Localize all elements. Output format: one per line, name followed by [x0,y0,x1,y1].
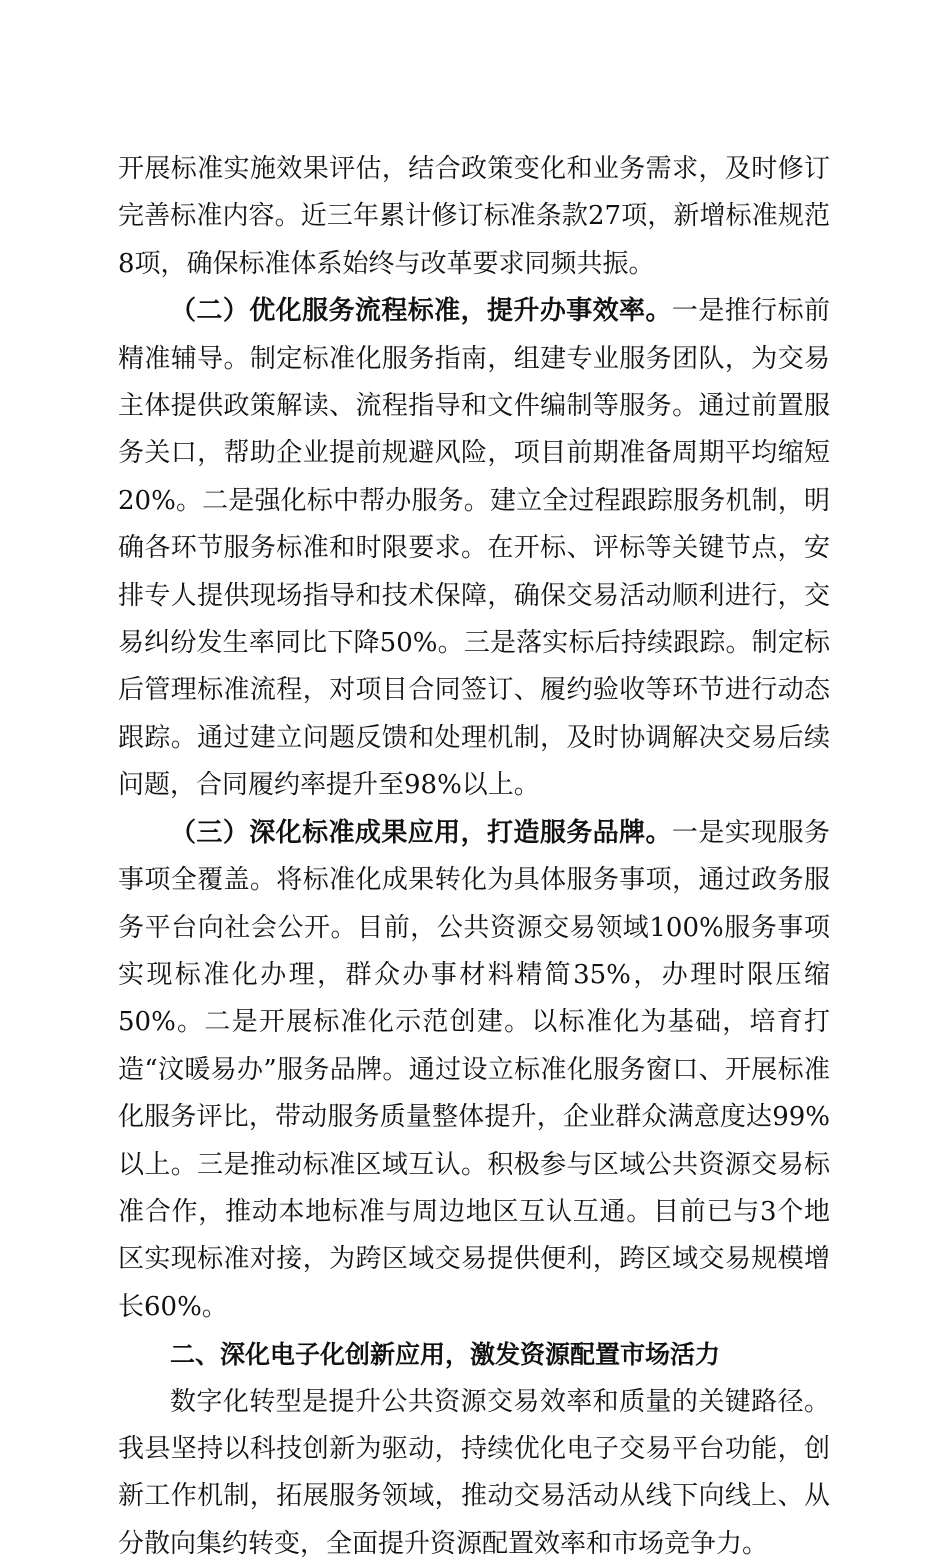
paragraph-service-process [118,288,830,809]
document-page [118,146,830,1568]
subsection-body-standards-application: 一是实现服务事项全覆盖。将标准化成果转化为具体服务事项，通过政务服务平台向社会公开。目前，公共资源交易领域100%服务事项实现标准化办理，群众办事材料精简35%，办理时限压缩50%。二是开展标准化示范创建。以标准化为基础，培育打造“汶暖易办”服务品牌。通过设立标准化服务窗口、开展标准化服务评比，带动服务质量整体提升，企业群众满意度达99%以上。三是推动标准区域互认。积极参与区域公共资源交易标准合作，推动本地标准与周边地区互认互通。目前已与3个地区实现标准对接，为跨区域交易提供便利，跨区域交易规模增长60%。 [118,817,830,1322]
section-heading-electronic-innovation: 二、深化电子化创新应用，激发资源配置市场活力 [170,1340,721,1370]
paragraph-standards-application [118,810,830,1331]
paragraph-digital-transformation: 数字化转型是提升公共资源交易效率和质量的关键路径。我县坚持以科技创新为驱动，持续优化电子交易平台功能，创新工作机制，拓展服务领域，推动交易活动从线下向线上、从分散向集约转变，全面提升资源配置效率和市场竞争力。 [118,1386,830,1559]
paragraph-standards-evaluation: 开展标准实施效果评估，结合政策变化和业务需求，及时修订完善标准内容。近三年累计修订标准条款27项，新增标准规范8项，确保标准体系始终与改革要求同频共振。 [118,154,830,279]
subsection-body-service-process: 一是推行标前精准辅导。制定标准化服务指南，组建专业服务团队，为交易主体提供政策解读、流程指导和文件编制等服务。通过前置服务关口，帮助企业提前规避风险，项目前期准备周期平均缩短20%。二是强化标中帮办服务。建立全过程跟踪服务机制，明确各环节服务标准和时限要求。在开标、评标等关键节点，安排专人提供现场指导和技术保障，确保交易活动顺利进行，交易纠纷发生率同比下降50%。三是落实标后持续跟踪。制定标后管理标准流程，对项目合同签订、履约验收等环节进行动态跟踪。通过建立问题反馈和处理机制，及时协调解决交易后续问题，合同履约率提升至98%以上。 [118,296,830,801]
subsection-title-standards-application: （三）深化标准成果应用，打造服务品牌。 [170,817,672,848]
subsection-title-service-process: （二）优化服务流程标准，提升办事效率。 [170,296,672,327]
